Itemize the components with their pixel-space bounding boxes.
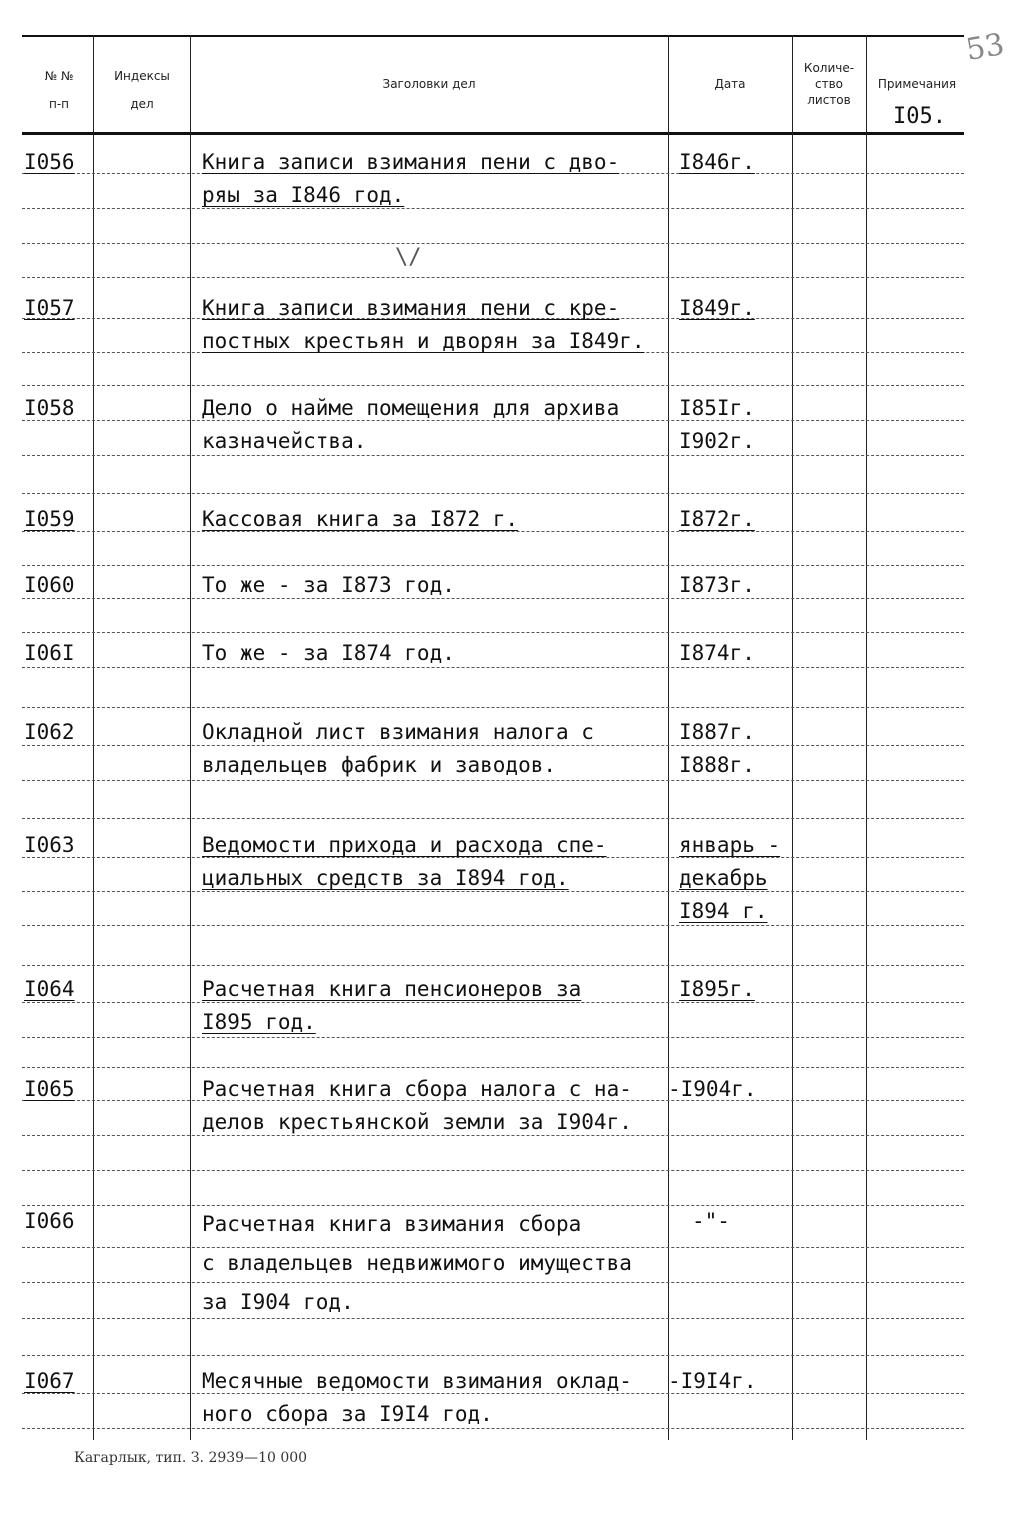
ruled-line [22, 243, 964, 244]
ruled-line [22, 965, 964, 966]
ruled-line [22, 925, 964, 926]
header-sheets: Количе- ство листов [803, 61, 855, 107]
header-index: Индексы дел [114, 69, 170, 111]
entry-number: I06I [24, 641, 75, 665]
entry-date: I873г. [679, 573, 755, 597]
entry-title: Ведомости прихода и расхода спе- циальных средств за I894 год. [202, 833, 607, 890]
entry-number: I060 [24, 573, 75, 597]
ruled-line [22, 1170, 964, 1171]
entry-number: I059 [24, 507, 75, 531]
ruled-line [22, 385, 964, 386]
column-divider [792, 35, 793, 1440]
ruled-line [22, 598, 964, 599]
entry-title: Месячные ведомости взимания оклад- ного сбора за I9I4 год. [202, 1369, 632, 1426]
entry-date: I872г. [679, 507, 755, 531]
entry-number: I064 [24, 977, 75, 1001]
entry-number: I067 [24, 1369, 75, 1393]
pencil-folio-mark: 53 [963, 26, 1007, 69]
entry-date: I874г. [679, 641, 755, 665]
entry-number: I066 [24, 1209, 75, 1233]
ruled-line [22, 1355, 964, 1356]
entry-title: То же - за I873 год. [202, 573, 455, 597]
check-mark-icon: \/ [395, 245, 422, 270]
ruled-line [22, 493, 964, 494]
header-notes: Примечания [877, 77, 957, 91]
entry-number: I056 [24, 150, 75, 174]
entry-date: I849г. [679, 296, 755, 320]
ruled-line [22, 632, 964, 633]
entry-date: I887г. I888г. [679, 720, 755, 777]
header-rule [22, 132, 964, 135]
page-number: I05. [893, 104, 946, 129]
entry-title: Расчетная книга пенсионеров за I895 год. [202, 977, 582, 1034]
column-divider [866, 35, 867, 1440]
column-divider [668, 35, 669, 1440]
header-number: № № п-п [44, 69, 74, 111]
entry-title: Книга записи взимания пени с кре- постных крестьян и дворян за I849г. [202, 296, 645, 353]
ruled-line [22, 565, 964, 566]
ruled-line [22, 667, 964, 668]
entry-title: Дело о найме помещения для архива казначейства. [202, 396, 620, 453]
column-divider [93, 35, 94, 1440]
entry-date: I85Iг. I902г. [679, 396, 755, 453]
entry-date: -I904г. [668, 1077, 757, 1101]
entry-number: I058 [24, 396, 75, 420]
entry-date: январь - декабрь I894 г. [679, 833, 781, 923]
entry-date: I895г. [679, 977, 755, 1001]
entry-date: -I9I4г. [668, 1369, 757, 1393]
header-title: Заголовки дел [382, 77, 476, 91]
ruled-line [22, 707, 964, 708]
entry-title: Расчетная книга сбора налога с на- делов крестьянской земли за I904г. [202, 1077, 632, 1134]
entry-number: I057 [24, 296, 75, 320]
entry-date: I846г. [679, 150, 755, 174]
entry-number: I063 [24, 833, 75, 857]
header-date: Дата [714, 77, 746, 91]
top-rule [22, 35, 964, 37]
printer-imprint: Кагарлык, тип. З. 2939—10 000 [74, 1450, 308, 1466]
entry-date: -"- [692, 1209, 730, 1233]
entry-number: I062 [24, 720, 75, 744]
entry-number: I065 [24, 1077, 75, 1101]
entry-title: Расчетная книга взимания сбора с владельцев недвижимого имущества за I904 год. [202, 1212, 632, 1314]
ruled-line [22, 277, 964, 278]
ruled-line [22, 1067, 964, 1068]
ruled-line [22, 818, 964, 819]
entry-title: Книга записи взимания пени с дво- ряы за I846 год. [202, 150, 620, 207]
entry-title: Окладной лист взимания налога с владельцев фабрик и заводов. [202, 720, 594, 777]
entry-title: То же - за I874 год. [202, 641, 455, 665]
entry-title: Кассовая книга за I872 г. [202, 507, 519, 531]
column-divider [190, 35, 191, 1440]
